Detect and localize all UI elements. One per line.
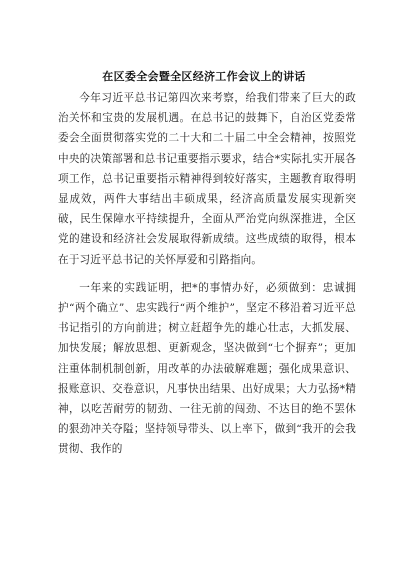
document-title: 在区委全会暨全区经济工作会议上的讲话 xyxy=(102,70,306,83)
body-paragraph-1: 今年习近平总书记第四次来考察，给我们带来了巨大的政治关怀和宝贵的发展机遇。在总书记的鼓舞下，自治区党委常委会全面贯彻落实党的二十大和二十届二中全会精神，按照党中央的决策部署和总书记重要指示要求，结合*实际扎实开展各项工作，总书记重要指示精神得到较好落实，主题教育取得明显成效，两件大事结出丰硕成果，经济高质量发展实现新突破，民生保障水平持续提升，全面从严治党向纵深推进，全区党的建设和经济社会发展取得新成绩。这些成绩的取得，根本在于习近平总书记的关怀厚爱和引路指向。 xyxy=(58,92,356,266)
body-paragraph-2: 一年来的实践证明，把*的事情办好，必须做到：忠诚拥护“两个确立”、忠实践行“两个维护”，坚定不移沿着习近平总书记指引的方向前进；树立赶超争先的雄心壮志，大抓发展、加快发展；解放思想、更新观念，坚决做到“七个摒弃”；更加注重体制机制创新，用改革的办法破解难题；强化成果意识、报账意识、交卷意识，凡事快出结果、出好成果；大力弘扬*精神，以吃苦耐劳的韧劲、一往无前的闯劲、不达目的绝不罢休的狠劲冲关夺隘；坚持领导带头、以上率下，做到“我开的会我贯彻、我作的 xyxy=(58,281,356,456)
document-body xyxy=(58,88,356,460)
